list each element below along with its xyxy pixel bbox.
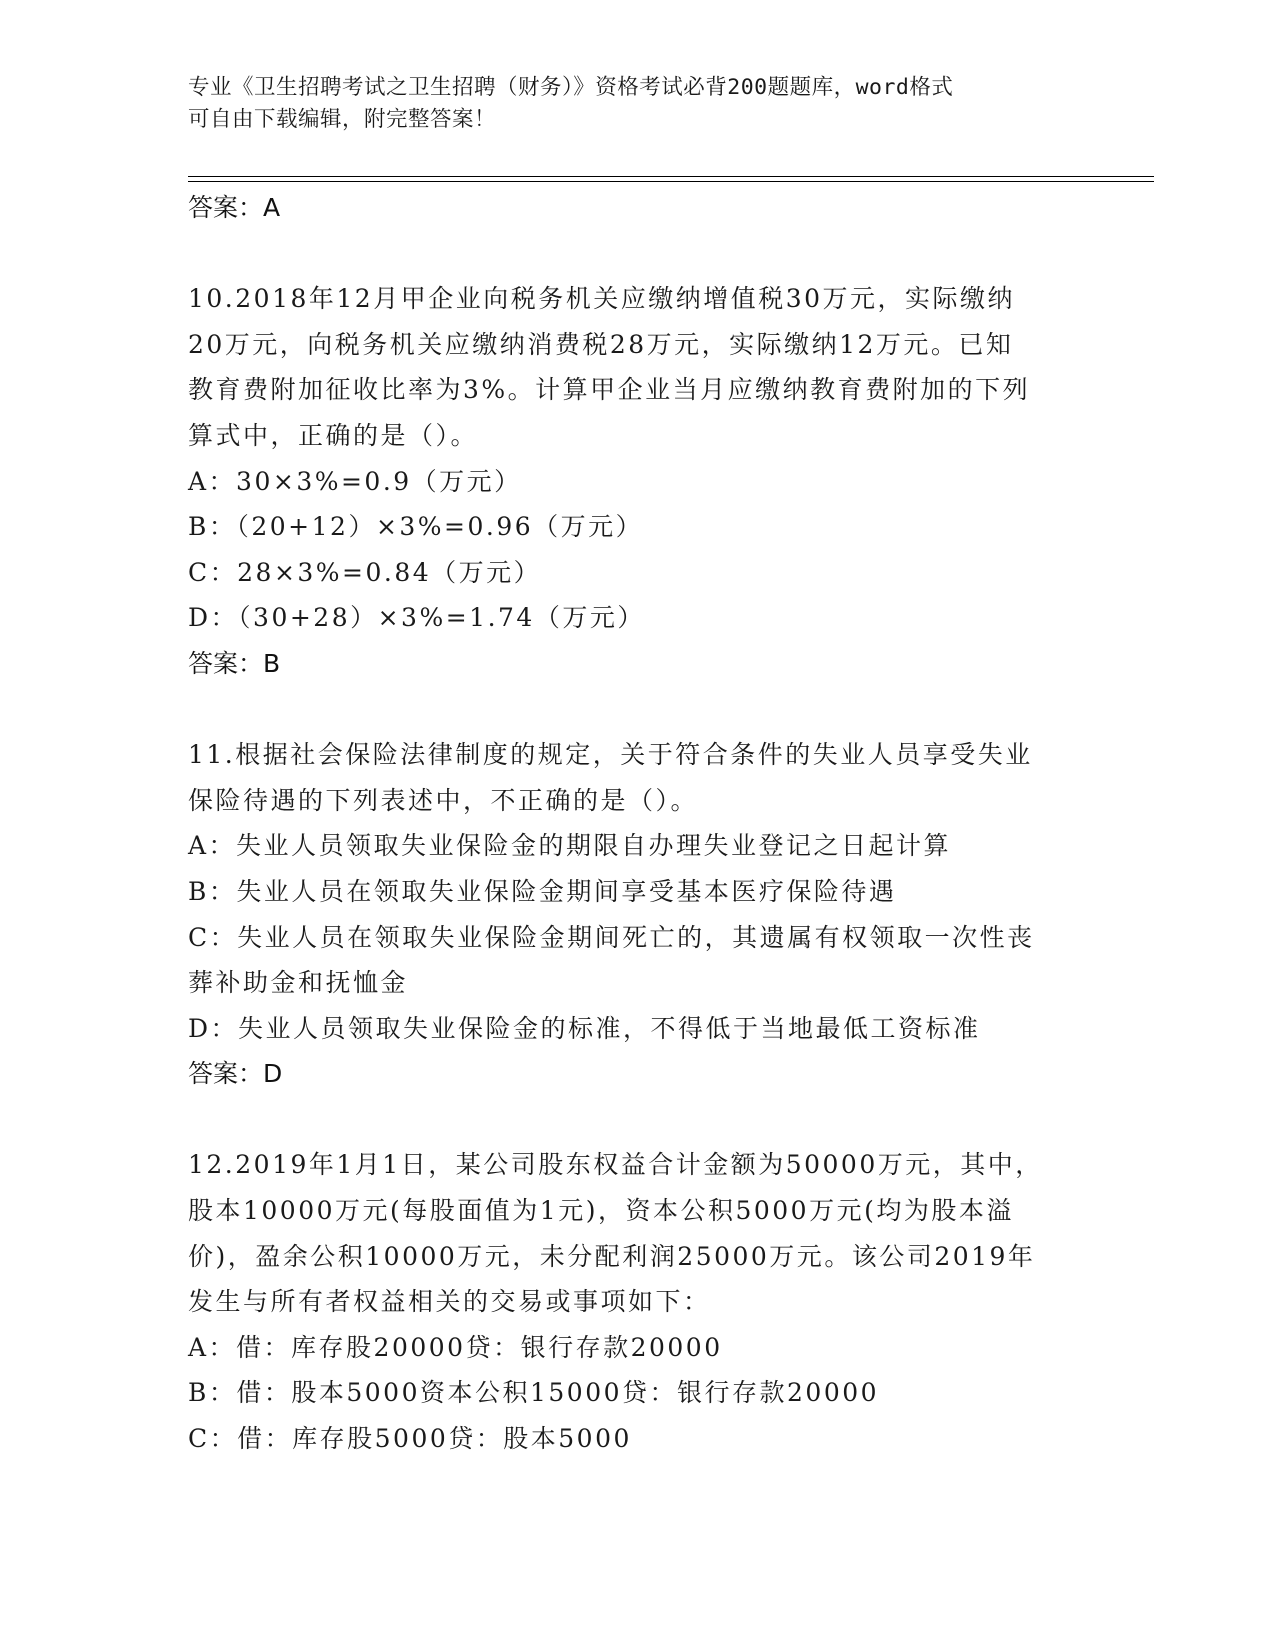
option-c: C：借：库存股5000贷：股本5000: [188, 1424, 632, 1454]
question-text-line: 保险待遇的下列表述中，不正确的是（）。: [188, 785, 699, 815]
question-text-line: 20万元，向税务机关应缴纳消费税28万元，实际缴纳12万元。已知: [188, 329, 1014, 359]
spacer: [188, 687, 1088, 733]
header-line-1: 专业《卫生招聘考试之卫生招聘（财务）》资格考试必背200题题库，word格式: [188, 75, 954, 100]
question-block: [188, 276, 1088, 686]
question-text-line: 算式中，正确的是（）。: [188, 420, 479, 450]
option-a: A：30×3%=0.9（万元）: [188, 466, 522, 496]
option-a: A：借：库存股20000贷：银行存款20000: [188, 1332, 723, 1362]
option-a: A：失业人员领取失业保险金的期限自办理失业登记之日起计算: [188, 831, 952, 861]
page-header: [188, 72, 1068, 136]
question-text-line: 价)，盈余公积10000万元，未分配利润25000万元。该公司2019年: [188, 1241, 1036, 1271]
question-text-line: 12.2019年1月1日，某公司股东权益合计金额为50000万元，其中，: [188, 1150, 1043, 1180]
answer-line: 答案：D: [188, 1059, 283, 1089]
option-b: B：失业人员在领取失业保险金期间享受基本医疗保险待遇: [188, 876, 897, 906]
option-c-continued: 葬补助金和抚恤金: [188, 968, 409, 998]
question-text-line: 11.根据社会保险法律制度的规定，关于符合条件的失业人员享受失业: [188, 740, 1033, 770]
option-d: D：失业人员领取失业保险金的标准，不得低于当地最低工资标准: [188, 1013, 981, 1043]
option-b: B：借：股本5000资本公积15000贷：银行存款20000: [188, 1378, 880, 1408]
answer-line: 答案：A: [188, 193, 281, 222]
question-text-line: 教育费附加征收比率为3%。计算甲企业当月应缴纳教育费附加的下列: [188, 375, 1031, 405]
spacer: [188, 231, 1088, 277]
question-block: [188, 732, 1088, 1097]
question-text-line: 10.2018年12月甲企业向税务机关应缴纳增值税30万元，实际缴纳: [188, 284, 1016, 314]
spacer: [188, 1097, 1088, 1143]
header-line-2: 可自由下载编辑，附完整答案！: [188, 107, 497, 132]
question-text-line: 发生与所有者权益相关的交易或事项如下：: [188, 1287, 711, 1317]
option-b: B：（20+12）×3%=0.96（万元）: [188, 512, 644, 542]
option-c: C：失业人员在领取失业保险金期间死亡的，其遗属有权领取一次性丧: [188, 922, 1035, 952]
option-c: C：28×3%=0.84（万元）: [188, 557, 542, 587]
header-rule-bottom: [188, 181, 1154, 182]
header-rule-top: [188, 176, 1154, 177]
question-block: [188, 1142, 1088, 1461]
option-d: D：（30+28）×3%=1.74（万元）: [188, 603, 645, 633]
document-body: [188, 185, 1088, 1462]
question-text-line: 股本10000万元(每股面值为1元)，资本公积5000万元(均为股本溢: [188, 1196, 1014, 1226]
answer-line: 答案：B: [188, 648, 281, 678]
